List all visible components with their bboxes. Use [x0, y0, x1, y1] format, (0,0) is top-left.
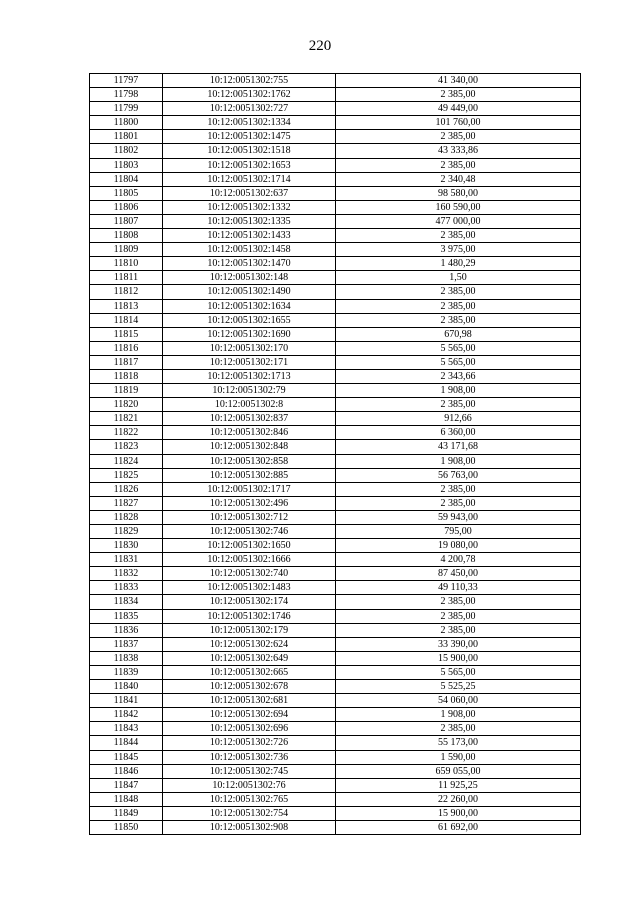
cadastral-number-cell: 10:12:0051302:1655 [163, 313, 336, 327]
row-number-cell: 11808 [90, 229, 163, 243]
value-cell: 1 908,00 [336, 708, 581, 722]
value-cell: 6 360,00 [336, 426, 581, 440]
table-row [90, 412, 581, 426]
row-number-cell: 11832 [90, 567, 163, 581]
value-cell: 1 908,00 [336, 454, 581, 468]
table-row [90, 623, 581, 637]
row-number-cell: 11799 [90, 102, 163, 116]
value-cell: 1 908,00 [336, 384, 581, 398]
value-cell: 2 385,00 [336, 130, 581, 144]
table-row [90, 736, 581, 750]
value-cell: 98 580,00 [336, 186, 581, 200]
row-number-cell: 11805 [90, 186, 163, 200]
table-row [90, 496, 581, 510]
table-row [90, 510, 581, 524]
table-row [90, 665, 581, 679]
cadastral-number-cell: 10:12:0051302:179 [163, 623, 336, 637]
cadastral-number-cell: 10:12:0051302:1714 [163, 172, 336, 186]
cadastral-number-cell: 10:12:0051302:837 [163, 412, 336, 426]
row-number-cell: 11800 [90, 116, 163, 130]
row-number-cell: 11833 [90, 581, 163, 595]
row-number-cell: 11802 [90, 144, 163, 158]
value-cell: 49 449,00 [336, 102, 581, 116]
value-cell: 3 975,00 [336, 243, 581, 257]
value-cell: 659 055,00 [336, 764, 581, 778]
table-row [90, 355, 581, 369]
table-row [90, 426, 581, 440]
value-cell: 2 385,00 [336, 609, 581, 623]
row-number-cell: 11801 [90, 130, 163, 144]
cadastral-number-cell: 10:12:0051302:1650 [163, 539, 336, 553]
cadastral-number-cell: 10:12:0051302:694 [163, 708, 336, 722]
cadastral-number-cell: 10:12:0051302:1666 [163, 553, 336, 567]
value-cell: 2 340,48 [336, 172, 581, 186]
row-number-cell: 11825 [90, 468, 163, 482]
table-row [90, 750, 581, 764]
table-row [90, 609, 581, 623]
table-row [90, 581, 581, 595]
cadastral-number-cell: 10:12:0051302:1483 [163, 581, 336, 595]
value-cell: 912,66 [336, 412, 581, 426]
row-number-cell: 11823 [90, 440, 163, 454]
table-body [90, 74, 581, 835]
row-number-cell: 11836 [90, 623, 163, 637]
cadastral-number-cell: 10:12:0051302:746 [163, 525, 336, 539]
cadastral-number-cell: 10:12:0051302:1332 [163, 200, 336, 214]
value-cell: 2 385,00 [336, 623, 581, 637]
table-row [90, 454, 581, 468]
table-row [90, 482, 581, 496]
value-cell: 19 080,00 [336, 539, 581, 553]
table-row [90, 102, 581, 116]
value-cell: 2 343,66 [336, 369, 581, 383]
table-row [90, 651, 581, 665]
table-row [90, 369, 581, 383]
table-row [90, 764, 581, 778]
value-cell: 15 900,00 [336, 806, 581, 820]
row-number-cell: 11829 [90, 525, 163, 539]
value-cell: 2 385,00 [336, 595, 581, 609]
table-row [90, 778, 581, 792]
row-number-cell: 11804 [90, 172, 163, 186]
value-cell: 41 340,00 [336, 74, 581, 88]
cadastral-number-cell: 10:12:0051302:885 [163, 468, 336, 482]
table-row [90, 299, 581, 313]
table-row [90, 468, 581, 482]
value-cell: 4 200,78 [336, 553, 581, 567]
cadastral-number-cell: 10:12:0051302:1690 [163, 327, 336, 341]
table-row [90, 553, 581, 567]
row-number-cell: 11819 [90, 384, 163, 398]
value-cell: 2 385,00 [336, 496, 581, 510]
value-cell: 43 171,68 [336, 440, 581, 454]
table-row [90, 595, 581, 609]
value-cell: 1,50 [336, 271, 581, 285]
table-row [90, 567, 581, 581]
cadastral-number-cell: 10:12:0051302:745 [163, 764, 336, 778]
table-row [90, 116, 581, 130]
row-number-cell: 11811 [90, 271, 163, 285]
table-row [90, 313, 581, 327]
value-cell: 2 385,00 [336, 229, 581, 243]
cadastral-number-cell: 10:12:0051302:148 [163, 271, 336, 285]
row-number-cell: 11850 [90, 820, 163, 834]
table-row [90, 285, 581, 299]
value-cell: 22 260,00 [336, 792, 581, 806]
row-number-cell: 11803 [90, 158, 163, 172]
value-cell: 160 590,00 [336, 200, 581, 214]
table-row [90, 384, 581, 398]
table-row [90, 680, 581, 694]
cadastral-number-cell: 10:12:0051302:1713 [163, 369, 336, 383]
value-cell: 1 480,29 [336, 257, 581, 271]
cadastral-number-cell: 10:12:0051302:171 [163, 355, 336, 369]
cadastral-number-cell: 10:12:0051302:79 [163, 384, 336, 398]
value-cell: 43 333,86 [336, 144, 581, 158]
cadastral-number-cell: 10:12:0051302:1335 [163, 214, 336, 228]
row-number-cell: 11820 [90, 398, 163, 412]
table-row [90, 722, 581, 736]
value-cell: 59 943,00 [336, 510, 581, 524]
row-number-cell: 11847 [90, 778, 163, 792]
row-number-cell: 11818 [90, 369, 163, 383]
table-row [90, 172, 581, 186]
cadastral-number-cell: 10:12:0051302:174 [163, 595, 336, 609]
cadastral-table [89, 73, 581, 835]
value-cell: 795,00 [336, 525, 581, 539]
cadastral-number-cell: 10:12:0051302:1717 [163, 482, 336, 496]
row-number-cell: 11846 [90, 764, 163, 778]
page-number: 220 [308, 38, 332, 54]
table-row [90, 341, 581, 355]
cadastral-number-cell: 10:12:0051302:736 [163, 750, 336, 764]
row-number-cell: 11845 [90, 750, 163, 764]
row-number-cell: 11831 [90, 553, 163, 567]
value-cell: 54 060,00 [336, 694, 581, 708]
row-number-cell: 11840 [90, 680, 163, 694]
row-number-cell: 11822 [90, 426, 163, 440]
table-row [90, 398, 581, 412]
cadastral-number-cell: 10:12:0051302:496 [163, 496, 336, 510]
cadastral-number-cell: 10:12:0051302:846 [163, 426, 336, 440]
cadastral-number-cell: 10:12:0051302:1334 [163, 116, 336, 130]
row-number-cell: 11806 [90, 200, 163, 214]
value-cell: 101 760,00 [336, 116, 581, 130]
table-row [90, 440, 581, 454]
row-number-cell: 11824 [90, 454, 163, 468]
cadastral-number-cell: 10:12:0051302:1490 [163, 285, 336, 299]
table-row [90, 792, 581, 806]
value-cell: 5 565,00 [336, 341, 581, 355]
value-cell: 55 173,00 [336, 736, 581, 750]
value-cell: 56 763,00 [336, 468, 581, 482]
table-row [90, 200, 581, 214]
table-row [90, 144, 581, 158]
value-cell: 5 525,25 [336, 680, 581, 694]
value-cell: 61 692,00 [336, 820, 581, 834]
row-number-cell: 11813 [90, 299, 163, 313]
value-cell: 2 385,00 [336, 313, 581, 327]
row-number-cell: 11807 [90, 214, 163, 228]
row-number-cell: 11848 [90, 792, 163, 806]
cadastral-number-cell: 10:12:0051302:740 [163, 567, 336, 581]
row-number-cell: 11835 [90, 609, 163, 623]
row-number-cell: 11826 [90, 482, 163, 496]
row-number-cell: 11834 [90, 595, 163, 609]
cadastral-number-cell: 10:12:0051302:681 [163, 694, 336, 708]
cadastral-number-cell: 10:12:0051302:76 [163, 778, 336, 792]
cadastral-number-cell: 10:12:0051302:712 [163, 510, 336, 524]
cadastral-number-cell: 10:12:0051302:1475 [163, 130, 336, 144]
cadastral-number-cell: 10:12:0051302:1653 [163, 158, 336, 172]
value-cell: 477 000,00 [336, 214, 581, 228]
row-number-cell: 11814 [90, 313, 163, 327]
row-number-cell: 11828 [90, 510, 163, 524]
table-row [90, 806, 581, 820]
row-number-cell: 11810 [90, 257, 163, 271]
cadastral-number-cell: 10:12:0051302:848 [163, 440, 336, 454]
cadastral-number-cell: 10:12:0051302:858 [163, 454, 336, 468]
table-row [90, 243, 581, 257]
row-number-cell: 11839 [90, 665, 163, 679]
table-row [90, 820, 581, 834]
cadastral-number-cell: 10:12:0051302:637 [163, 186, 336, 200]
value-cell: 2 385,00 [336, 482, 581, 496]
value-cell: 2 385,00 [336, 88, 581, 102]
value-cell: 2 385,00 [336, 722, 581, 736]
cadastral-number-cell: 10:12:0051302:1470 [163, 257, 336, 271]
value-cell: 11 925,25 [336, 778, 581, 792]
cadastral-number-cell: 10:12:0051302:1518 [163, 144, 336, 158]
row-number-cell: 11827 [90, 496, 163, 510]
row-number-cell: 11842 [90, 708, 163, 722]
cadastral-number-cell: 10:12:0051302:755 [163, 74, 336, 88]
table-row [90, 88, 581, 102]
table-row [90, 525, 581, 539]
value-cell: 2 385,00 [336, 299, 581, 313]
cadastral-number-cell: 10:12:0051302:649 [163, 651, 336, 665]
cadastral-number-cell: 10:12:0051302:696 [163, 722, 336, 736]
table-row [90, 327, 581, 341]
row-number-cell: 11838 [90, 651, 163, 665]
table-row [90, 637, 581, 651]
cadastral-number-cell: 10:12:0051302:727 [163, 102, 336, 116]
value-cell: 5 565,00 [336, 355, 581, 369]
table-row [90, 708, 581, 722]
value-cell: 5 565,00 [336, 665, 581, 679]
cadastral-number-cell: 10:12:0051302:1634 [163, 299, 336, 313]
row-number-cell: 11812 [90, 285, 163, 299]
table-row [90, 271, 581, 285]
table-row [90, 158, 581, 172]
cadastral-number-cell: 10:12:0051302:726 [163, 736, 336, 750]
cadastral-number-cell: 10:12:0051302:765 [163, 792, 336, 806]
value-cell: 15 900,00 [336, 651, 581, 665]
cadastral-number-cell: 10:12:0051302:908 [163, 820, 336, 834]
cadastral-number-cell: 10:12:0051302:170 [163, 341, 336, 355]
value-cell: 87 450,00 [336, 567, 581, 581]
row-number-cell: 11815 [90, 327, 163, 341]
table-row [90, 257, 581, 271]
cadastral-number-cell: 10:12:0051302:678 [163, 680, 336, 694]
value-cell: 2 385,00 [336, 158, 581, 172]
cadastral-number-cell: 10:12:0051302:1746 [163, 609, 336, 623]
table-row [90, 186, 581, 200]
row-number-cell: 11816 [90, 341, 163, 355]
row-number-cell: 11798 [90, 88, 163, 102]
cadastral-number-cell: 10:12:0051302:665 [163, 665, 336, 679]
table-row [90, 694, 581, 708]
row-number-cell: 11830 [90, 539, 163, 553]
value-cell: 1 590,00 [336, 750, 581, 764]
cadastral-number-cell: 10:12:0051302:1458 [163, 243, 336, 257]
value-cell: 33 390,00 [336, 637, 581, 651]
row-number-cell: 11843 [90, 722, 163, 736]
value-cell: 2 385,00 [336, 398, 581, 412]
row-number-cell: 11797 [90, 74, 163, 88]
table-row [90, 539, 581, 553]
row-number-cell: 11841 [90, 694, 163, 708]
table-row [90, 130, 581, 144]
row-number-cell: 11837 [90, 637, 163, 651]
row-number-cell: 11821 [90, 412, 163, 426]
table-row [90, 214, 581, 228]
table-row [90, 74, 581, 88]
cadastral-number-cell: 10:12:0051302:8 [163, 398, 336, 412]
row-number-cell: 11809 [90, 243, 163, 257]
value-cell: 670,98 [336, 327, 581, 341]
cadastral-number-cell: 10:12:0051302:624 [163, 637, 336, 651]
cadastral-number-cell: 10:12:0051302:1433 [163, 229, 336, 243]
value-cell: 2 385,00 [336, 285, 581, 299]
value-cell: 49 110,33 [336, 581, 581, 595]
row-number-cell: 11849 [90, 806, 163, 820]
row-number-cell: 11844 [90, 736, 163, 750]
row-number-cell: 11817 [90, 355, 163, 369]
table-row [90, 229, 581, 243]
cadastral-number-cell: 10:12:0051302:754 [163, 806, 336, 820]
cadastral-number-cell: 10:12:0051302:1762 [163, 88, 336, 102]
